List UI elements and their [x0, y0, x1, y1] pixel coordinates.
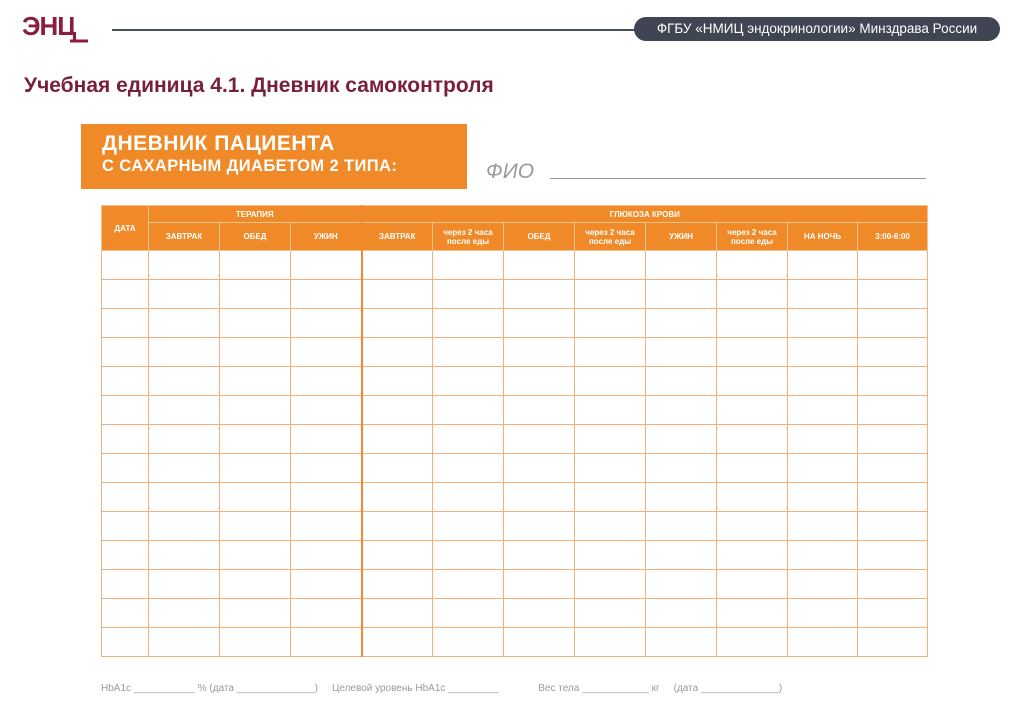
table-cell: [220, 251, 291, 280]
header-glucose-night: НА НОЧЬ: [788, 223, 858, 251]
table-cell: [220, 338, 291, 367]
table-cell: [858, 396, 928, 425]
table-cell: [149, 309, 220, 338]
footer-fields: [101, 683, 782, 694]
table-cell: [362, 541, 433, 570]
table-cell: [858, 280, 928, 309]
table-cell: [362, 599, 433, 628]
table-cell: [575, 251, 646, 280]
footer-weight: Вес тела ____________ кг: [538, 683, 660, 694]
table-cell: [220, 309, 291, 338]
table-cell: [291, 512, 362, 541]
table-row: [102, 309, 928, 338]
table-cell: [788, 251, 858, 280]
table-row: [102, 599, 928, 628]
table-cell: [788, 338, 858, 367]
table-cell: [858, 570, 928, 599]
table-cell: [788, 541, 858, 570]
table-cell: [717, 425, 788, 454]
table-cell: [102, 338, 149, 367]
table-cell: [646, 512, 717, 541]
table-row: [102, 541, 928, 570]
table-row: [102, 396, 928, 425]
table-cell: [102, 367, 149, 396]
table-cell: [504, 541, 575, 570]
table-cell: [220, 367, 291, 396]
table-cell: [433, 425, 504, 454]
table-row: [102, 570, 928, 599]
table-cell: [433, 338, 504, 367]
table-cell: [858, 483, 928, 512]
table-cell: [504, 338, 575, 367]
table-cell: [858, 541, 928, 570]
table-cell: [433, 599, 504, 628]
table-cell: [575, 425, 646, 454]
table-cell: [102, 541, 149, 570]
table-cell: [858, 367, 928, 396]
table-cell: [788, 570, 858, 599]
logo-text: ЭНЦ: [22, 11, 76, 41]
table-cell: [433, 483, 504, 512]
table-cell: [575, 454, 646, 483]
table-cell: [788, 280, 858, 309]
table-cell: [220, 570, 291, 599]
table-cell: [717, 338, 788, 367]
table-cell: [858, 251, 928, 280]
table-row: [102, 628, 928, 657]
table-cell: [149, 541, 220, 570]
diary-table: [101, 205, 928, 657]
table-cell: [858, 425, 928, 454]
table-cell: [433, 628, 504, 657]
table-cell: [220, 628, 291, 657]
table-cell: [362, 454, 433, 483]
header-therapy-dinner: УЖИН: [291, 223, 362, 251]
table-cell: [291, 570, 362, 599]
table-cell: [102, 599, 149, 628]
table-cell: [291, 396, 362, 425]
table-cell: [646, 541, 717, 570]
table-cell: [362, 309, 433, 338]
table-cell: [788, 396, 858, 425]
table-cell: [788, 512, 858, 541]
table-cell: [504, 309, 575, 338]
table-cell: [788, 309, 858, 338]
table-cell: [362, 338, 433, 367]
table-cell: [646, 570, 717, 599]
table-cell: [646, 367, 717, 396]
table-cell: [433, 541, 504, 570]
table-cell: [717, 396, 788, 425]
table-cell: [362, 251, 433, 280]
table-cell: [575, 338, 646, 367]
header-therapy-lunch: ОБЕД: [220, 223, 291, 251]
table-cell: [788, 483, 858, 512]
table-cell: [717, 628, 788, 657]
table-row: [102, 338, 928, 367]
header-group-glucose: ГЛЮКОЗА КРОВИ: [362, 206, 928, 223]
table-cell: [102, 396, 149, 425]
table-cell: [362, 628, 433, 657]
table-cell: [362, 512, 433, 541]
table-cell: [575, 541, 646, 570]
table-cell: [717, 512, 788, 541]
table-cell: [788, 425, 858, 454]
table-cell: [788, 367, 858, 396]
table-cell: [149, 628, 220, 657]
table-cell: [291, 425, 362, 454]
table-cell: [362, 425, 433, 454]
table-cell: [646, 628, 717, 657]
table-cell: [149, 367, 220, 396]
fio-label: ФИО: [486, 160, 535, 183]
table-cell: [858, 454, 928, 483]
table-cell: [149, 454, 220, 483]
table-cell: [149, 396, 220, 425]
header-glucose-after-dinner: через 2 часа после еды: [717, 223, 788, 251]
table-cell: [291, 309, 362, 338]
table-row: [102, 251, 928, 280]
table-cell: [291, 628, 362, 657]
table-cell: [102, 454, 149, 483]
header-date: ДАТА: [102, 206, 149, 251]
header-group-therapy: ТЕРАПИЯ: [149, 206, 362, 223]
table-cell: [220, 280, 291, 309]
table-row: [102, 512, 928, 541]
table-cell: [717, 280, 788, 309]
table-cell: [575, 512, 646, 541]
table-cell: [220, 512, 291, 541]
table-cell: [220, 454, 291, 483]
table-cell: [433, 396, 504, 425]
table-cell: [291, 367, 362, 396]
table-cell: [362, 396, 433, 425]
table-row: [102, 280, 928, 309]
table-cell: [149, 512, 220, 541]
table-cell: [362, 483, 433, 512]
table-cell: [646, 483, 717, 512]
table-cell: [102, 512, 149, 541]
footer-weight-date: (дата ______________): [673, 683, 783, 694]
table-cell: [102, 251, 149, 280]
table-cell: [149, 599, 220, 628]
table-cell: [433, 280, 504, 309]
table-cell: [717, 367, 788, 396]
table-cell: [220, 599, 291, 628]
table-cell: [788, 628, 858, 657]
table-cell: [646, 338, 717, 367]
table-cell: [504, 628, 575, 657]
table-cell: [646, 251, 717, 280]
table-cell: [149, 280, 220, 309]
header-glucose-after-breakfast: через 2 часа после еды: [433, 223, 504, 251]
table-cell: [717, 483, 788, 512]
table-cell: [433, 570, 504, 599]
header-glucose-dinner: УЖИН: [646, 223, 717, 251]
table-cell: [291, 280, 362, 309]
table-cell: [646, 396, 717, 425]
table-cell: [149, 570, 220, 599]
page-title: Учебная единица 4.1. Дневник самоконтроля: [24, 74, 494, 97]
table-cell: [646, 309, 717, 338]
table-cell: [858, 599, 928, 628]
table-cell: [575, 367, 646, 396]
table-cell: [858, 512, 928, 541]
table-cell: [291, 338, 362, 367]
table-cell: [504, 454, 575, 483]
table-cell: [575, 483, 646, 512]
diary-title-line2: С САХАРНЫМ ДИАБЕТОМ 2 ТИПА:: [102, 157, 398, 175]
org-badge: ФГБУ «НМИЦ эндокринологии» Минздрава России: [634, 17, 1000, 41]
table-row: [102, 483, 928, 512]
table-cell: [504, 483, 575, 512]
footer-target-hba1c: Целевой уровень HbA1c _________: [331, 683, 499, 694]
table-cell: [504, 512, 575, 541]
table-cell: [504, 396, 575, 425]
diary-table-body: [102, 251, 928, 657]
table-cell: [102, 483, 149, 512]
table-cell: [858, 628, 928, 657]
table-cell: [102, 570, 149, 599]
table-cell: [149, 251, 220, 280]
table-cell: [149, 425, 220, 454]
table-cell: [646, 425, 717, 454]
table-cell: [102, 628, 149, 657]
header-glucose-lunch: ОБЕД: [504, 223, 575, 251]
table-cell: [362, 570, 433, 599]
table-cell: [575, 628, 646, 657]
table-cell: [433, 309, 504, 338]
table-cell: [788, 454, 858, 483]
table-cell: [220, 541, 291, 570]
diary-title-line1: ДНЕВНИК ПАЦИЕНТА: [102, 132, 335, 155]
table-cell: [717, 454, 788, 483]
enc-logo: [22, 10, 92, 46]
table-cell: [575, 280, 646, 309]
table-cell: [504, 570, 575, 599]
table-cell: [504, 367, 575, 396]
header-therapy-breakfast: ЗАВТРАК: [149, 223, 220, 251]
table-cell: [102, 309, 149, 338]
table-cell: [788, 599, 858, 628]
table-cell: [504, 251, 575, 280]
table-row: [102, 454, 928, 483]
table-cell: [149, 483, 220, 512]
table-cell: [362, 367, 433, 396]
table-cell: [717, 309, 788, 338]
table-cell: [362, 280, 433, 309]
header-glucose-after-lunch: через 2 часа после еды: [575, 223, 646, 251]
table-cell: [717, 251, 788, 280]
table-cell: [646, 454, 717, 483]
table-cell: [575, 570, 646, 599]
table-cell: [433, 454, 504, 483]
table-row: [102, 367, 928, 396]
table-cell: [291, 454, 362, 483]
header-glucose-3-6: 3:00-6:00: [858, 223, 928, 251]
table-cell: [717, 541, 788, 570]
header-divider: [112, 29, 652, 31]
table-cell: [717, 599, 788, 628]
table-cell: [504, 599, 575, 628]
table-cell: [858, 309, 928, 338]
table-cell: [646, 280, 717, 309]
footer-hba1c: HbA1c ___________ % (дата ______________): [101, 683, 318, 694]
table-cell: [291, 251, 362, 280]
table-cell: [149, 338, 220, 367]
table-cell: [717, 570, 788, 599]
table-cell: [433, 512, 504, 541]
table-cell: [102, 280, 149, 309]
table-cell: [858, 338, 928, 367]
table-cell: [433, 251, 504, 280]
table-cell: [102, 425, 149, 454]
diary-title-banner: [81, 124, 467, 189]
table-cell: [646, 599, 717, 628]
table-cell: [504, 425, 575, 454]
table-cell: [575, 309, 646, 338]
table-cell: [220, 483, 291, 512]
table-cell: [575, 599, 646, 628]
table-cell: [291, 541, 362, 570]
table-cell: [575, 396, 646, 425]
table-row: [102, 425, 928, 454]
table-cell: [220, 396, 291, 425]
table-cell: [220, 425, 291, 454]
table-cell: [291, 599, 362, 628]
table-cell: [504, 280, 575, 309]
table-cell: [291, 483, 362, 512]
table-cell: [433, 367, 504, 396]
header-glucose-breakfast: ЗАВТРАК: [362, 223, 433, 251]
fio-field-line: [550, 178, 926, 179]
